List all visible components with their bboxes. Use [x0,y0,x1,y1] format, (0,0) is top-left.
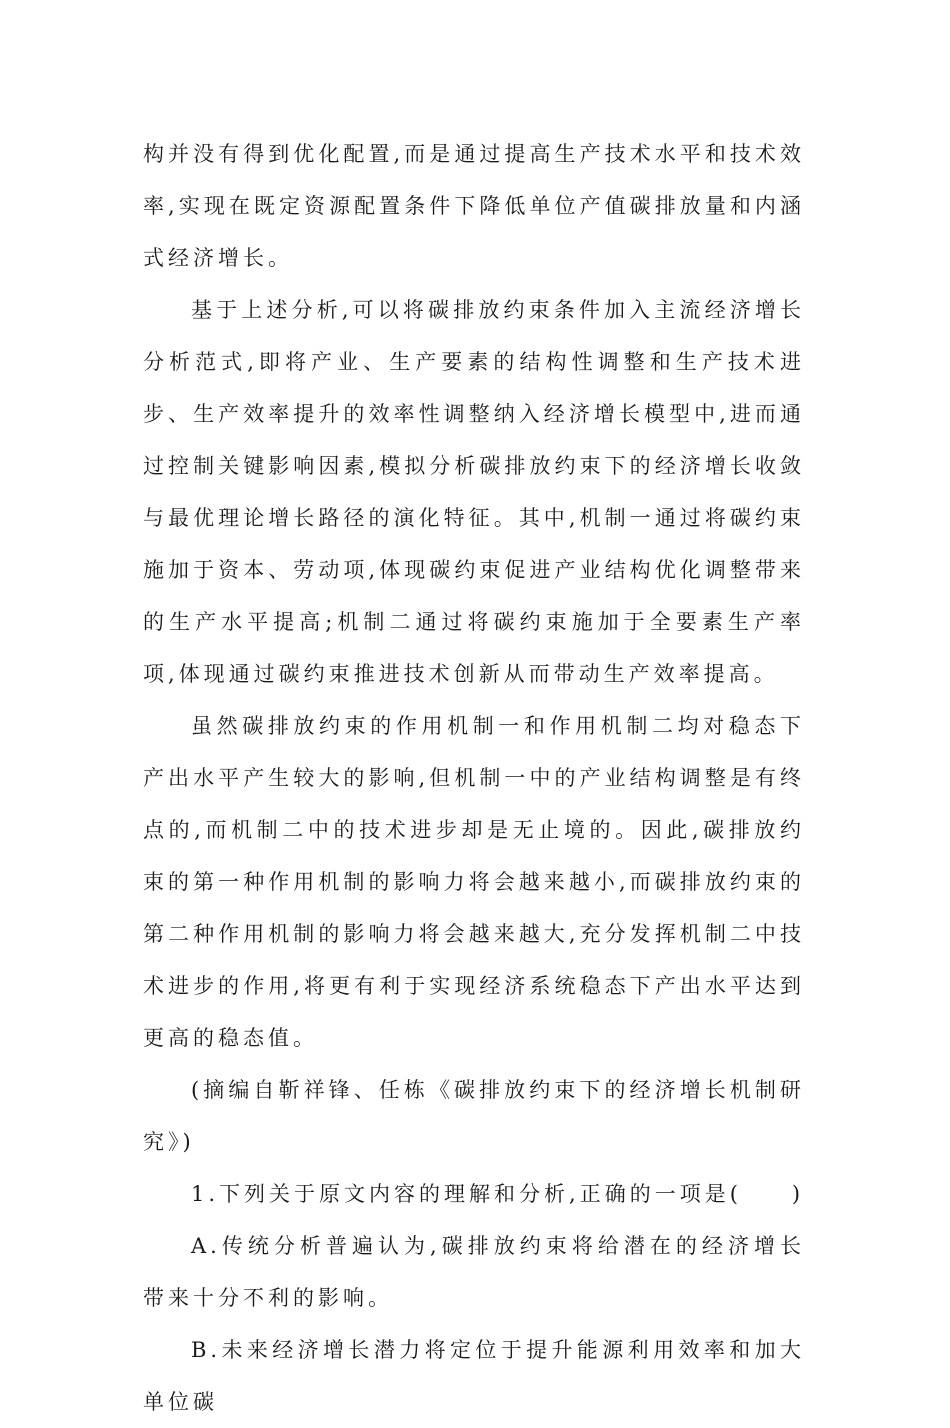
document-body [143,128,805,1428]
source-citation: (摘编自靳祥锋、任栋《碳排放约束下的经济增长机制研究》) [143,1078,805,1154]
option-b: B.未来经济增长潜力将定位于提升能源利用效率和加大单位碳 [143,1338,805,1414]
paragraph-analysis: 基于上述分析,可以将碳排放约束条件加入主流经济增长分析范式,即将产业、生产要素的结构性调整和生产技术进步、生产效率提升的效率性调整纳入经济增长模型中,进而通过控制关键影响因素,模拟分析碳排放约束下的经济增长收敛与最优理论增长路径的演化特征。其中,机制一通过将碳约束施加于资本、劳动项,体现碳约束促进产业结构优化调整带来的生产水平提高;机制二通过将碳约束施加于全要素生产率项,体现通过碳约束推进技术创新从而带动生产效率提高。 [143,298,805,686]
paragraph-mechanisms: 虽然碳排放约束的作用机制一和作用机制二均对稳态下产出水平产生较大的影响,但机制一中的产业结构调整是有终点的,而机制二中的技术进步却是无止境的。因此,碳排放约束的第一种作用机制的影响力将会越来越小,而碳排放约束的第二种作用机制的影响力将会越来越大,充分发挥机制二中技术进步的作用,将更有利于实现经济系统稳态下产出水平达到更高的稳态值。 [143,714,805,1050]
paragraph-continuation: 构并没有得到优化配置,而是通过提高生产技术水平和技术效率,实现在既定资源配置条件下降低单位产值碳排放量和内涵式经济增长。 [143,142,805,270]
option-a: A.传统分析普遍认为,碳排放约束将给潜在的经济增长带来十分不利的影响。 [143,1234,805,1310]
question-1: 1.下列关于原文内容的理解和分析,正确的一项是( ) [191,1182,805,1206]
